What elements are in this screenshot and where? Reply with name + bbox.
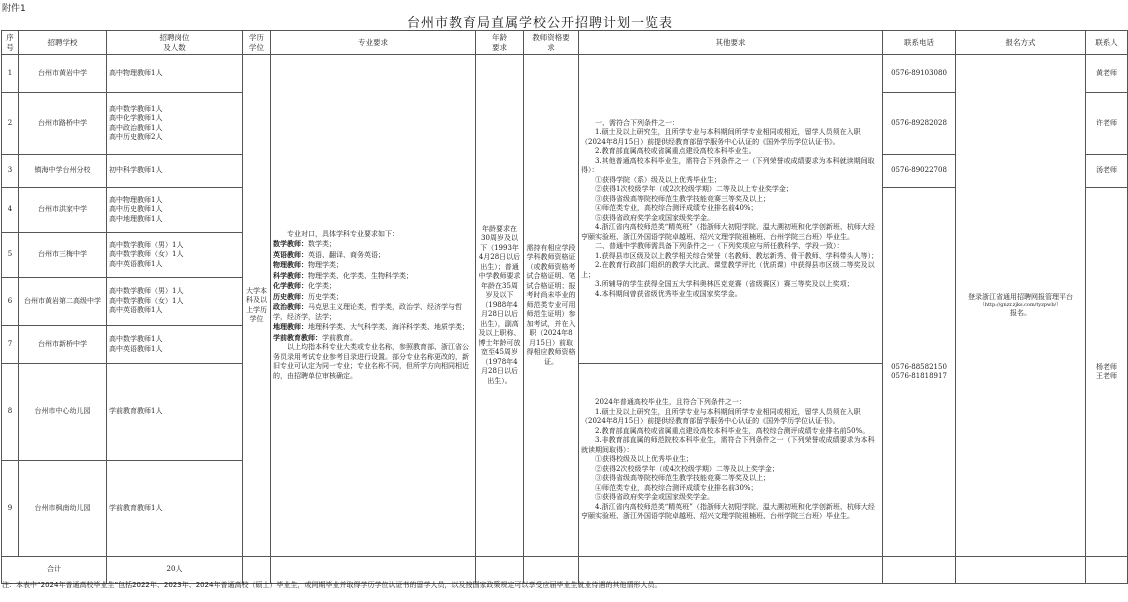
requirement-line: ②获得2次校级学年（或4次校级学期）二等及以上奖学金； [595, 464, 779, 473]
col-contact: 联系人 [1086, 31, 1128, 55]
requirement-line: 4.浙江省内高校师范类“精英班”（指浙师大初阳学院、温大溯初班和化学创新班、杭师大经亨颐实验班、浙江外国语学院卓越班、绍兴文理学院祖楠班、台州学院三台班）毕业生。 [581, 502, 875, 521]
major-item-key: 科学教师： [273, 270, 308, 280]
phone-cell: 0576-88582150 0576-81818917 [883, 188, 956, 557]
row-no: 6 [2, 278, 19, 326]
header-row [2, 31, 1128, 55]
requirement-line: 2.教育部直属高校或省属重点建设高校本科毕业生。 [595, 147, 756, 156]
apply-text: 登录浙江省通用招聘网报管理平台 [968, 292, 1073, 301]
age-cell: 年龄要求在30周岁及以下（1993年4月28日以后出生）；普通中学教师要求年龄在35周岁及以下（1988年4月28日以后出生），副高及以上职称、博士年龄可放宽至45周岁（1978年4月28日以后出生）。 [476, 55, 524, 557]
row-school: 台州市枫南幼儿园 [19, 461, 107, 557]
row-no: 2 [2, 93, 19, 155]
row-post: 高中物理教师1人 高中历史教师1人 高中地理教师1人 [107, 188, 243, 233]
row-school: 台州市新桥中学 [19, 326, 107, 364]
cert-cell: 需持有相应学段学科教师资格证（或教师资格考试合格证明、笔试合格证明；报考时尚未毕业的师范类专业可用师范生证明）参加考试，并在入职（2024年8月15日）前取得相应教师资格证。 [524, 55, 579, 557]
row-school: 台州市三梅中学 [19, 233, 107, 278]
col-degree: 学历 学位 [243, 31, 271, 55]
row-school: 台州市洪家中学 [19, 188, 107, 233]
col-post: 招聘岗位 及人数 [107, 31, 243, 55]
requirement-line: 1.硕士及以上研究生，且所学专业与本科期间所学专业相同或相近，留学人员须在入职（2024年8月15日）前提供经教育部留学服务中心认证的《国外学历学位认证书》。 [581, 407, 861, 426]
requirement-line: ③获得省级高等院校师范生教学技能竞赛三等奖及以上； [595, 194, 770, 203]
requirement-line: 3.其他普通高校本科毕业生，需符合下列条件之一（下列荣誉或成绩要求为本科就读期间取得）： [581, 156, 875, 175]
contact-cell: 黄老师 [1086, 55, 1128, 93]
requirement-line: 1.获得县市区级及以上教学相关综合荣誉（名教师、教坛新秀、骨干教师、学科带头人等）； [595, 251, 879, 260]
major-cell [271, 55, 476, 557]
col-other: 其他要求 [579, 31, 883, 55]
major-item-value: 物理学类； [308, 261, 343, 270]
requirement-line: ④师范类专业，高校综合测评成绩专业排名前40%； [595, 204, 758, 213]
empty-cell [883, 557, 956, 584]
row-post: 高中数学教师1人 高中化学教师1人 高中政治教师1人 高中历史教师2人 [107, 93, 243, 155]
total-label: 合计 [2, 557, 107, 584]
phone-cell: 0576-89103080 [883, 55, 956, 93]
table-row [2, 55, 1128, 93]
major-item-key: 地理教师： [273, 322, 308, 332]
major-item [273, 333, 473, 344]
row-post: 高中数学教师（男）1人 高中数学教师（女）1人 高中英语教师1人 [107, 278, 243, 326]
row-school: 台州市黄岩中学 [19, 55, 107, 93]
major-item [273, 292, 473, 303]
col-age: 年龄 要求 [476, 31, 524, 55]
major-outro: 以上均指本科专业大类或专业名称，参照教育部、浙江省公务员录用考试专业参考目录进行设置。部分专业名称更改的，新旧专业可认定为同一专业；专业名称不同，但所学方向相同相近的，由招聘单位审核确定。 [273, 343, 469, 380]
major-item-value: 物理学类、化学类、生物科学类； [308, 271, 413, 280]
footnote: 注：本表中“2024年普通高校毕业生”包括2022年、2023年、2024年普通高校（硕士）毕业生，或同期毕业并取得学历学位认证书的留学人员，以及按国家政策规定可以享受应届毕业生就业待遇的其他情形人员。 [2, 581, 662, 589]
recruitment-table [1, 30, 1128, 584]
major-list [273, 239, 473, 343]
major-item-value: 数学类； [308, 240, 336, 249]
major-item-key: 物理教师： [273, 260, 308, 270]
apply-tail: 报名。 [1010, 309, 1031, 317]
total-value: 20人 [107, 557, 243, 584]
col-no: 序号 [2, 31, 19, 55]
major-item-key: 学前教育教师： [273, 332, 322, 342]
row-no: 7 [2, 326, 19, 364]
degree-cell: 大学本科及以上学历学位 [243, 55, 271, 557]
major-item-key: 化学教师： [273, 281, 308, 291]
page-title: 台州市教育局直属学校公开招聘计划一览表 [406, 16, 673, 31]
row-no: 4 [2, 188, 19, 233]
major-item-key: 历史教师： [273, 291, 308, 301]
major-item [273, 322, 473, 333]
requirement-line: ②获得1次校级学年（或2次校级学期）二等及以上专业奖学金； [595, 185, 793, 194]
major-item [273, 260, 473, 271]
major-item [273, 302, 473, 322]
row-no: 9 [2, 461, 19, 557]
row-no: 5 [2, 233, 19, 278]
row-school: 台州市路桥中学 [19, 93, 107, 155]
row-post: 学前教育教师1人 [107, 461, 243, 557]
requirement-line: ①获得校级及以上优秀毕业生； [595, 455, 693, 464]
major-item-value: 英语、翻译、商务英语； [308, 250, 385, 259]
contact-cell: 杨老师 王老师 [1086, 188, 1128, 557]
major-item [273, 250, 473, 261]
row-post: 高中数学教师（男）1人 高中数学教师（女）1人 高中英语教师1人 [107, 233, 243, 278]
requirement-line: 2024年普通高校毕业生，且符合下列条件之一： [595, 398, 746, 407]
col-cert: 教师资格要 求 [524, 31, 579, 55]
major-item [273, 239, 473, 250]
major-intro: 专业对口，具体学科专业要求如下： [287, 229, 399, 238]
requirement-line: ④师范类专业，高校综合测评成绩专业排名前30%； [595, 483, 758, 492]
requirement-line: 1.硕士及以上研究生，且所学专业与本科期间所学专业相同或相近，留学人员须在入职（2024年8月15日）前提供经教育部留学服务中心认证的《国外学历学位认证书》。 [581, 128, 861, 146]
requirement-line: 二、普通中学教师需具备下列条件之一（下列奖项应与所任教科学、学段一致）： [595, 242, 844, 251]
requirement-line: 3.非教育部直属的师范院校本科毕业生，需符合下列条件之一（下列荣誉或成绩要求为本科就读期间取得）： [581, 436, 875, 454]
major-item-value: 历史学类； [308, 292, 343, 301]
col-phone: 联系电话 [883, 31, 956, 55]
col-apply: 报名方式 [956, 31, 1086, 55]
apply-cell [956, 55, 1086, 557]
row-post: 初中科学教师1人 [107, 155, 243, 188]
major-item-value: 马克思主义理论类，哲学类，政治学、经济学与哲学，经济学，法学； [273, 303, 462, 321]
phone-cell: 0576-89022708 [883, 155, 956, 188]
other-requirements-lower [579, 364, 883, 557]
empty-cell [1086, 557, 1128, 584]
col-major: 专业要求 [271, 31, 476, 55]
phone-cell: 0576-89282028 [883, 93, 956, 155]
row-no: 1 [2, 55, 19, 93]
major-item-key: 政治教师： [273, 302, 308, 312]
major-item [273, 281, 473, 292]
attachment-label: 附件1 [2, 4, 26, 14]
row-school: 台州市黄岩第二高级中学 [19, 278, 107, 326]
requirement-line: ③获得省级高等院校师范生教学技能竞赛二等奖及以上； [595, 474, 770, 483]
other-requirements-upper [579, 55, 883, 364]
requirement-line: 一、需符合下列条件之一： [595, 118, 679, 127]
requirement-line: 4.本科期间曾获省级优秀毕业生或国家奖学金。 [595, 289, 742, 298]
apply-url: （http://gnzr.zjks.com/tyzpwb/） [979, 302, 1062, 308]
row-no: 3 [2, 155, 19, 188]
major-item-key: 英语教师： [273, 249, 308, 259]
empty-cell [956, 557, 1086, 584]
requirement-line: ①获得学院（系）级及以上优秀毕业生； [595, 175, 721, 184]
major-item-value: 化学类； [308, 282, 336, 291]
col-school: 招聘学校 [19, 31, 107, 55]
major-item-key: 数学教师： [273, 239, 308, 249]
requirement-line: ⑤获得省政府奖学金或国家级奖学金。 [595, 493, 714, 502]
requirement-line: 3.所辅导的学生获得全国五大学科奥林匹克竞赛（省级赛区）赛三等奖及以上奖项； [595, 280, 854, 289]
row-school: 镇海中学台州分校 [19, 155, 107, 188]
requirement-line: 4.浙江省内高校师范类“精英班”（指浙师大初阳学院、温大溯初班和化学创新班、杭师大经亨颐实验班、浙江外国语学院卓越班、绍兴文理学院祖楠班、台州学院三台班）毕业生。 [581, 223, 875, 241]
row-post: 高中数学教师1人 高中英语教师1人 [107, 326, 243, 364]
contact-cell: 许老师 [1086, 93, 1128, 155]
requirement-line: 2.在教育行政部门组织的教学大比武、课堂教学评比（优质课）中获得县市区级二等奖及以上； [581, 261, 875, 279]
row-school: 台州市中心幼儿园 [19, 364, 107, 461]
row-no: 8 [2, 364, 19, 461]
requirement-line: 2.教育部直属高校或省属重点建设高校本科毕业生，高校综合测评成绩专业排名前50%。 [595, 426, 870, 435]
major-item [273, 271, 473, 282]
contact-cell: 汤老师 [1086, 155, 1128, 188]
major-item-value: 学前教育。 [322, 333, 357, 342]
row-post: 高中物理教师1人 [107, 55, 243, 93]
requirement-line: ⑤获得省政府奖学金或国家级奖学金。 [595, 213, 714, 222]
row-post: 学前教育教师1人 [107, 364, 243, 461]
major-item-value: 地理科学类、大气科学类、海洋科学类、地质学类； [308, 323, 469, 332]
